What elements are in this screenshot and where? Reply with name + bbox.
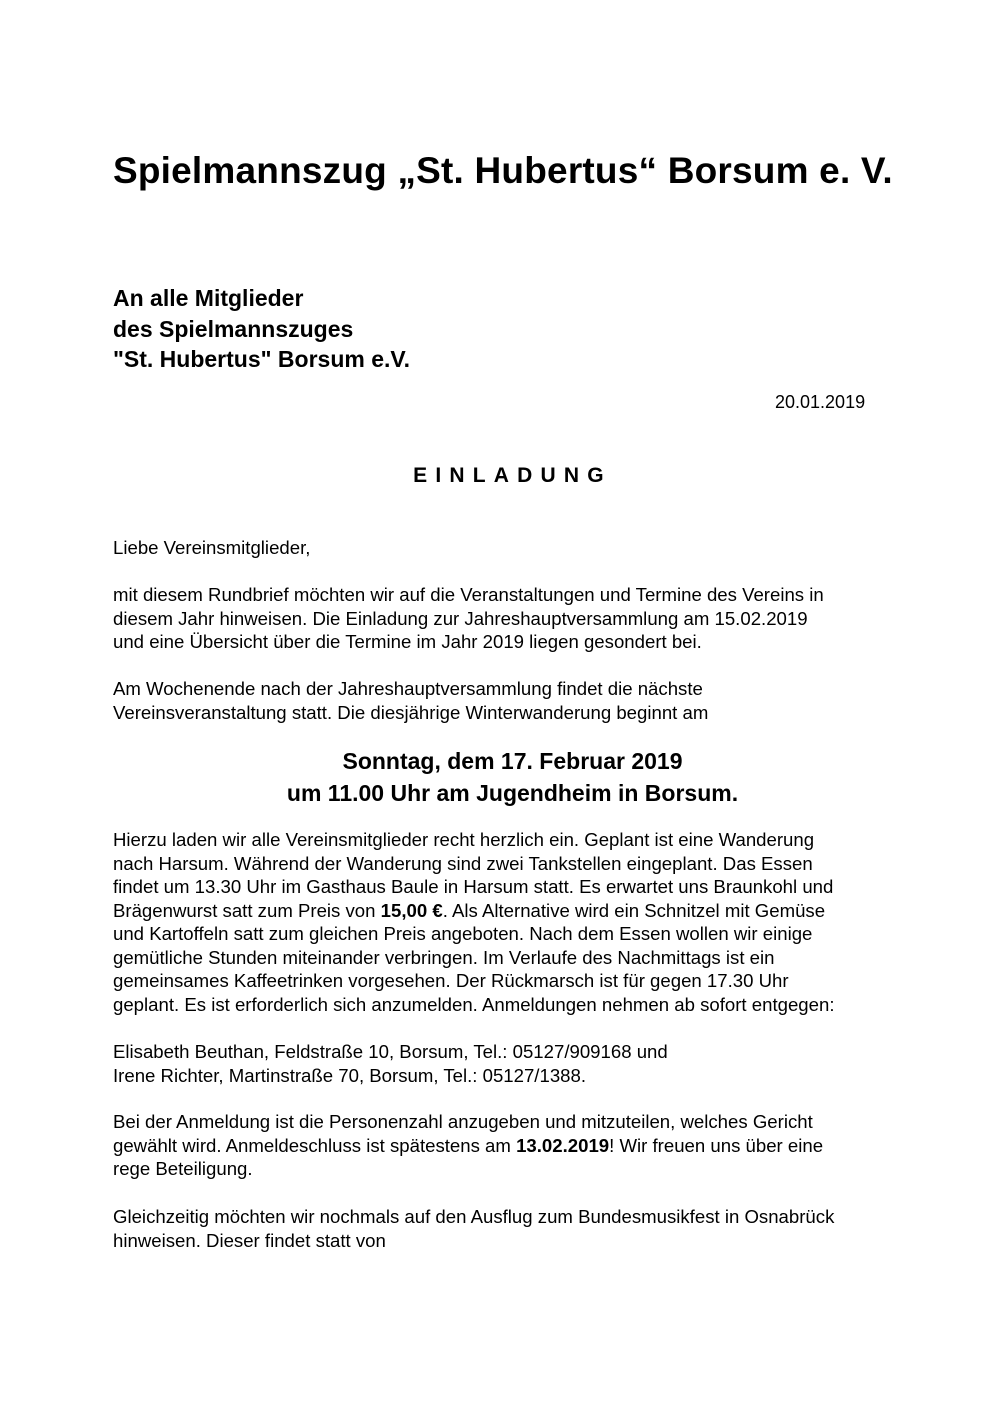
contact-line: Elisabeth Beuthan, Feldstraße 10, Borsum, Tel.: 05127/909168 und: [113, 1041, 668, 1062]
event-date-line: Sonntag, dem 17. Februar 2019: [342, 748, 683, 774]
paragraph-line: rege Beteiligung.: [113, 1158, 253, 1179]
text-segment: ! Wir freuen uns über eine: [609, 1134, 824, 1156]
paragraph-line: mit diesem Rundbrief möchten wir auf die Veranstaltungen und Termine des Vereins in: [113, 584, 824, 605]
paragraph-line: [113, 1134, 933, 1158]
paragraph-line: gemütliche Stunden miteinander verbringen. Im Verlaufe des Nachmittags ist ein: [113, 946, 775, 968]
text-segment: Brägenwurst satt zum Preis von: [113, 899, 381, 921]
event-intro-paragraph: [113, 677, 933, 724]
salutation-text: Liebe Vereinsmitglieder,: [113, 537, 311, 558]
paragraph-line: [113, 899, 933, 923]
excursion-paragraph: [113, 1205, 933, 1252]
paragraph-line: nach Harsum. Während der Wanderung sind zwei Tankstellen eingeplant. Das Essen: [113, 852, 813, 874]
recipient-line: "St. Hubertus" Borsum e.V.: [113, 346, 411, 372]
registration-paragraph: [113, 1110, 933, 1181]
recipient-line: des Spielmannszuges: [113, 315, 354, 342]
paragraph-line: findet um 13.30 Uhr im Gasthaus Baule in Harsum statt. Es erwartet uns Braunkohl und: [113, 876, 834, 897]
event-location-line: um 11.00 Uhr am Jugendheim in Borsum.: [286, 779, 739, 806]
deadline-date: 13.02.2019: [516, 1134, 610, 1156]
paragraph-line: gemeinsames Kaffeetrinken vorgesehen. Der Rückmarsch ist für gegen 17.30 Uhr: [113, 970, 789, 991]
contacts-block: [113, 1040, 933, 1087]
text-segment: . Als Alternative wird ein Schnitzel mit Gemüse: [442, 899, 826, 921]
details-paragraph: [113, 828, 933, 1016]
paragraph-line: geplant. Es ist erforderlich sich anzumelden. Anmeldungen nehmen ab sofort entgegen:: [113, 993, 835, 1015]
paragraph-line: und Kartoffeln satt zum gleichen Preis angeboten. Nach dem Essen wollen wir einige: [113, 923, 813, 944]
document-heading: EINLADUNG: [413, 464, 612, 487]
paragraph-line: Bei der Anmeldung ist die Personenzahl anzugeben und mitzuteilen, welches Gericht: [113, 1111, 813, 1132]
paragraph-line: diesem Jahr hinweisen. Die Einladung zur Jahreshauptversammlung am 15.02.2019: [113, 607, 808, 629]
paragraph-line: Vereinsveranstaltung statt. Die diesjährige Winterwanderung beginnt am: [113, 701, 709, 723]
recipient-line: An alle Mitglieder: [113, 285, 304, 311]
event-announcement: [0, 746, 1005, 809]
organization-title: Spielmannszug „St. Hubertus“ Borsum e. V.: [113, 150, 893, 191]
intro-paragraph: [113, 583, 933, 654]
paragraph-line: Gleichzeitig möchten wir nochmals auf den Ausflug zum Bundesmusikfest in Osnabrück: [113, 1206, 835, 1227]
contact-line: Irene Richter, Martinstraße 70, Borsum, Tel.: 05127/1388.: [113, 1064, 587, 1086]
paragraph-line: Am Wochenende nach der Jahreshauptversammlung findet die nächste: [113, 678, 703, 699]
paragraph-line: hinweisen. Dieser findet statt von: [113, 1229, 386, 1251]
price-value: 15,00 €: [380, 899, 443, 921]
salutation: [113, 536, 933, 560]
recipient-block: [113, 283, 410, 375]
text-segment: gewählt wird. Anmeldeschluss ist spätestens am: [113, 1134, 517, 1156]
paragraph-line: und eine Übersicht über die Termine im Jahr 2019 liegen gesondert bei.: [113, 631, 702, 652]
paragraph-line: Hierzu laden wir alle Vereinsmitglieder recht herzlich ein. Geplant ist eine Wanderung: [113, 829, 815, 850]
letter-date: 20.01.2019: [775, 392, 866, 412]
